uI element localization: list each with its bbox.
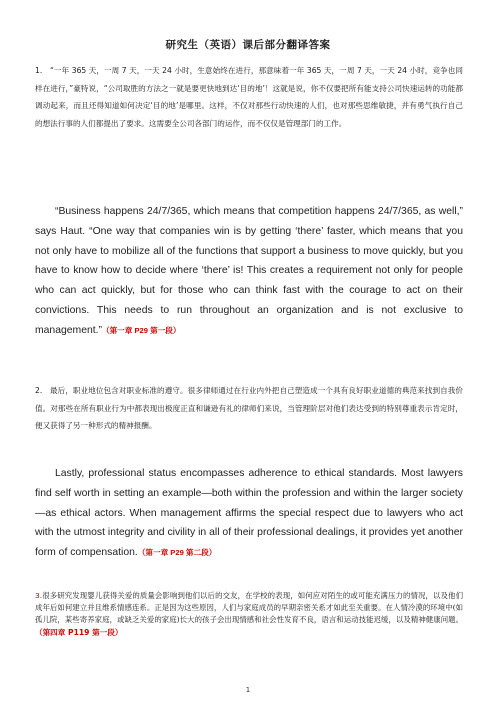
- paragraph-2-english: [35, 464, 463, 563]
- paragraph-1-english-text: “Business happens 24/7/365, which means that competition happens 24/7/365, as well,” says Haut. “One way that companies win is by getting ‘there’ faster, which means that you not only have to mobilize all of the functions that support a business to move quickly, but you have to know how to decide where ‘there’ is! This creates a requirement not only for people who can act quickly, but for those who can think fast with the courage to act on their convictions. This needs to run throughout an organization and is not exclusive to management.”: [35, 206, 463, 336]
- paragraph-1-source: （第一章 P29 第一段）: [102, 325, 181, 335]
- paragraph-3-source: （第四章 P119 第一段）: [35, 627, 123, 637]
- paragraph-3-text: 很多研究发现婴儿获得关爱的质量会影响到他们以后的交友，在学校的表现，如何应对陌生的或可能充满压力的情况，以及他们成年后如何建立并且维系情感连系。正是因为这些原因，人们与家庭成员的早期亲密关系才如此至关重要。在人情冷漠的环境中(如孤儿院，某些寄养家庭，或缺乏关爱的家庭)长大的孩子会出现情感和社会性发育不良，语言和运动技能迟缓，以及精神健康问题。: [35, 591, 463, 625]
- paragraph-3-chinese: [35, 590, 463, 639]
- paragraph-1-english: [35, 202, 463, 341]
- paragraph-3-number: 3.: [35, 591, 43, 600]
- paragraph-1-chinese: 1. “一年 365 天，一周 7 天，一天 24 小时，生意始终在进行，那意味着一年 365 天，一周 7 天，一天 24 小时，竞争也同样在进行，”豪特说，“公司取胜的方法之一就是要更快地到达‘目的地’！这就是说，你不仅要把所有能支持公司快速运转的功能都调动起来，而且还得知道如何决定‘目的地’是哪里。这样，不仅对那些行动快速的人们，也对那些思维敏捷，并有勇气执行自己的想法行事的人们都提出了要求。这需要全公司各部门的运作，而不仅仅是管理部门的工作。: [35, 66, 463, 128]
- paragraph-2-chinese: 2. 最后，职业地位包含对职业标准的遵守。很多律师通过在行业内外把自己塑造成一个具有良好职业道德的典范来找到自我价值。对那些在所有职业行为中都表现出极度正直和谦逊有礼的律师们来说，当管理阶层对他们表达受到的特别尊重表示肯定时，便又获得了另一种形式的精神报酬。: [35, 386, 463, 431]
- paragraph-2-english-text: Lastly, professional status encompasses adherence to ethical standards. Most lawyers find self worth in setting an example—both within the profession and within the larger society—as ethical actors. When management affirms the special respect due to lawyers who act with the utmost integrity and civility in all of their professional dealings, it provides yet another form of compensation.: [35, 468, 463, 559]
- paragraph-2-source: （第一章 P29 第二段）: [137, 548, 217, 558]
- page-title: 研究生（英语）课后部分翻译答案: [165, 39, 331, 51]
- page-number: 1: [245, 686, 251, 694]
